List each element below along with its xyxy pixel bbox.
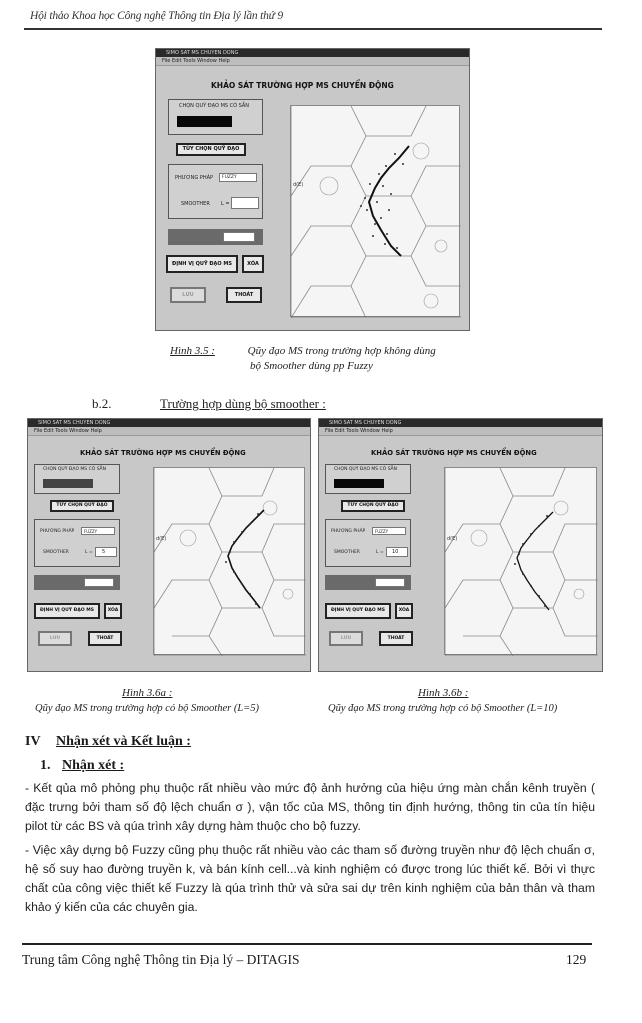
section-iv-title: Nhận xét và Kết luận : xyxy=(56,734,191,749)
smoother-input[interactable] xyxy=(231,197,259,209)
figure-3-5-label: Hình 3.5 : xyxy=(170,345,215,357)
figure-3-6a-label xyxy=(122,687,172,699)
figure-3-6b-caption: Qũy đạo MS trong trường hợp có bộ Smoother (L=10) xyxy=(328,703,558,714)
exit-button[interactable]: THOÁT xyxy=(226,287,262,303)
trajectory-plot-svg xyxy=(154,468,306,656)
status-field xyxy=(375,578,405,587)
paragraph-2: - Việc xây dựng bộ Fuzzy cũng phụ thuộc rất nhiều vào các tham số đường truyền như độ lệch chuẩn σ, hệ số suy hao đường truyền k, và bán kính cell...và kinh nghiệm có được trong lúc thiết kế. Bởi vì thực chất của công việc thiết kế Fuzzy là qúa trình thử và sửa sai dự trên kinh nghiệm của bản thân và tham khảo ý kiến của các chuyên gia. xyxy=(25,843,595,914)
locate-button[interactable]: ĐỊNH VỊ QUỸ ĐẠO MS xyxy=(325,603,391,619)
window-titlebar: SIMO SAT MS CHUYEN DONG xyxy=(319,419,602,427)
figure-3-5-screenshot xyxy=(155,48,470,331)
save-button[interactable]: LƯU xyxy=(329,631,363,646)
status-bar xyxy=(34,575,120,590)
choose-path-group xyxy=(34,464,120,494)
trajectory-plot-svg xyxy=(445,468,598,656)
path-select[interactable] xyxy=(334,479,384,488)
subsection-number: b.2. xyxy=(92,396,112,411)
save-button[interactable]: LƯU xyxy=(38,631,72,646)
window-menubar: File Edit Tools Window Help xyxy=(156,57,469,66)
smoother-label: SMOOTHER xyxy=(43,550,69,555)
subsection-1-title: Nhận xét : xyxy=(62,758,125,773)
method-group xyxy=(168,164,263,219)
trajectory-plot xyxy=(153,467,305,655)
footer-rule xyxy=(22,943,592,945)
figure-3-5-caption-line1 xyxy=(170,345,436,357)
method-value: FUZZY xyxy=(222,175,237,180)
header-rule xyxy=(24,28,602,30)
choose-path-label: CHỌN QUỸ ĐẠO MS CÓ SẴN xyxy=(179,103,250,109)
status-field xyxy=(223,232,255,242)
subsection-1-number: 1. xyxy=(40,758,51,773)
y-axis-label: d(E) xyxy=(156,536,167,542)
exit-button[interactable]: THOÁT xyxy=(88,631,122,646)
figure-3-5-caption-line2: bộ Smoother dùng pp Fuzzy xyxy=(250,360,373,372)
custom-path-button[interactable]: TÙY CHỌN QUỸ ĐẠO xyxy=(176,143,246,156)
paragraph-1: - Kết qủa mô phỏng phụ thuộc rất nhiều vào mức độ ảnh hưởng của hiệu ứng màn chắn kênh truyền ( đặc trưng bởi tham số độ lệch chuẩn σ ), vận tốc của MS, thông tin định hướng, thông tin của tín hiệu pilot từ các BS và qúa trình xây dựng hàm thuộc cho bộ fuzzy. xyxy=(25,781,595,833)
delete-button[interactable]: XÓA xyxy=(242,255,264,273)
smoother-param-label: L = xyxy=(376,550,384,555)
choose-path-group xyxy=(168,99,263,135)
window-menubar: File Edit Tools Window Help xyxy=(28,427,310,436)
save-button[interactable]: LƯU xyxy=(170,287,206,303)
method-label: PHƯƠNG PHÁP xyxy=(40,529,75,534)
delete-button[interactable]: XÓA xyxy=(395,603,413,619)
status-bar xyxy=(325,575,411,590)
choose-path-label: CHỌN QUỸ ĐẠO MS CÓ SẴN xyxy=(334,467,398,472)
trajectory-plot-svg xyxy=(291,106,461,318)
exit-button[interactable]: THOÁT xyxy=(379,631,413,646)
figure-3-5-caption-text: Qũy đạo MS trong trường hợp không dùng xyxy=(247,345,436,357)
choose-path-label: CHỌN QUỸ ĐẠO MS CÓ SẴN xyxy=(43,467,107,472)
path-select[interactable] xyxy=(43,479,93,488)
window-title: KHẢO SÁT TRƯỜNG HỢP MS CHUYỂN ĐỘNG xyxy=(211,81,394,90)
smoother-value: 10 xyxy=(392,549,399,555)
footer-organization: Trung tâm Công nghệ Thông tin Địa lý – DITAGIS xyxy=(22,952,300,967)
method-select[interactable] xyxy=(372,527,406,535)
delete-button[interactable]: XÓA xyxy=(104,603,122,619)
method-group xyxy=(34,519,120,567)
method-value: FUZZY xyxy=(84,529,98,534)
custom-path-button[interactable]: TÙY CHỌN QUỸ ĐẠO xyxy=(341,500,405,512)
custom-path-button[interactable]: TÙY CHỌN QUỸ ĐẠO xyxy=(50,500,114,512)
locate-button[interactable]: ĐỊNH VỊ QUỸ ĐẠO MS xyxy=(166,255,238,273)
figure-3-6b-label xyxy=(418,687,468,699)
smoother-label: SMOOTHER xyxy=(334,550,360,555)
section-iv-number: IV xyxy=(25,734,41,749)
smoother-param-label: L = xyxy=(85,550,93,555)
method-group xyxy=(325,519,411,567)
smoother-label: SMOOTHER xyxy=(181,201,210,207)
locate-button[interactable]: ĐỊNH VỊ QUỸ ĐẠO MS xyxy=(34,603,100,619)
window-title: KHẢO SÁT TRƯỜNG HỢP MS CHUYỂN ĐỘNG xyxy=(371,449,537,457)
trajectory-plot xyxy=(290,105,460,317)
figure-3-6b-screenshot xyxy=(318,418,603,672)
path-select[interactable] xyxy=(177,116,232,127)
smoother-input[interactable] xyxy=(95,547,117,557)
smoother-input[interactable] xyxy=(386,547,408,557)
trajectory-plot xyxy=(444,467,597,655)
method-select[interactable] xyxy=(219,173,257,182)
y-axis-label: d(E) xyxy=(447,536,458,542)
figure-3-6a-caption: Qũy đạo MS trong trường hợp có bộ Smoother (L=5) xyxy=(35,703,259,714)
method-select[interactable] xyxy=(81,527,115,535)
method-value: FUZZY xyxy=(375,529,389,534)
figure-3-6b-label-text: Hình 3.6b : xyxy=(418,687,469,699)
figure-3-6a-screenshot xyxy=(27,418,311,672)
window-menubar: File Edit Tools Window Help xyxy=(319,427,602,436)
method-label: PHƯƠNG PHÁP xyxy=(175,175,214,181)
y-axis-label: d(E) xyxy=(293,182,304,188)
status-bar xyxy=(168,229,263,245)
figure-3-6a-label-text: Hình 3.6a : xyxy=(122,687,173,699)
page-number: 129 xyxy=(566,952,587,967)
running-header: Hội thảo Khoa học Công nghệ Thông tin Địa lý lần thứ 9 xyxy=(30,10,283,22)
smoother-param-label: L = xyxy=(221,201,230,207)
window-titlebar: SIMO SAT MS CHUYEN DONG xyxy=(28,419,310,427)
window-titlebar: SIMO SAT MS CHUYEN DONG xyxy=(156,49,469,57)
window-title: KHẢO SÁT TRƯỜNG HỢP MS CHUYỂN ĐỘNG xyxy=(80,449,246,457)
method-label: PHƯƠNG PHÁP xyxy=(331,529,366,534)
choose-path-group xyxy=(325,464,411,494)
status-field xyxy=(84,578,114,587)
smoother-value: 5 xyxy=(102,549,106,555)
subsection-title: Trường hợp dùng bộ smoother : xyxy=(160,396,326,411)
